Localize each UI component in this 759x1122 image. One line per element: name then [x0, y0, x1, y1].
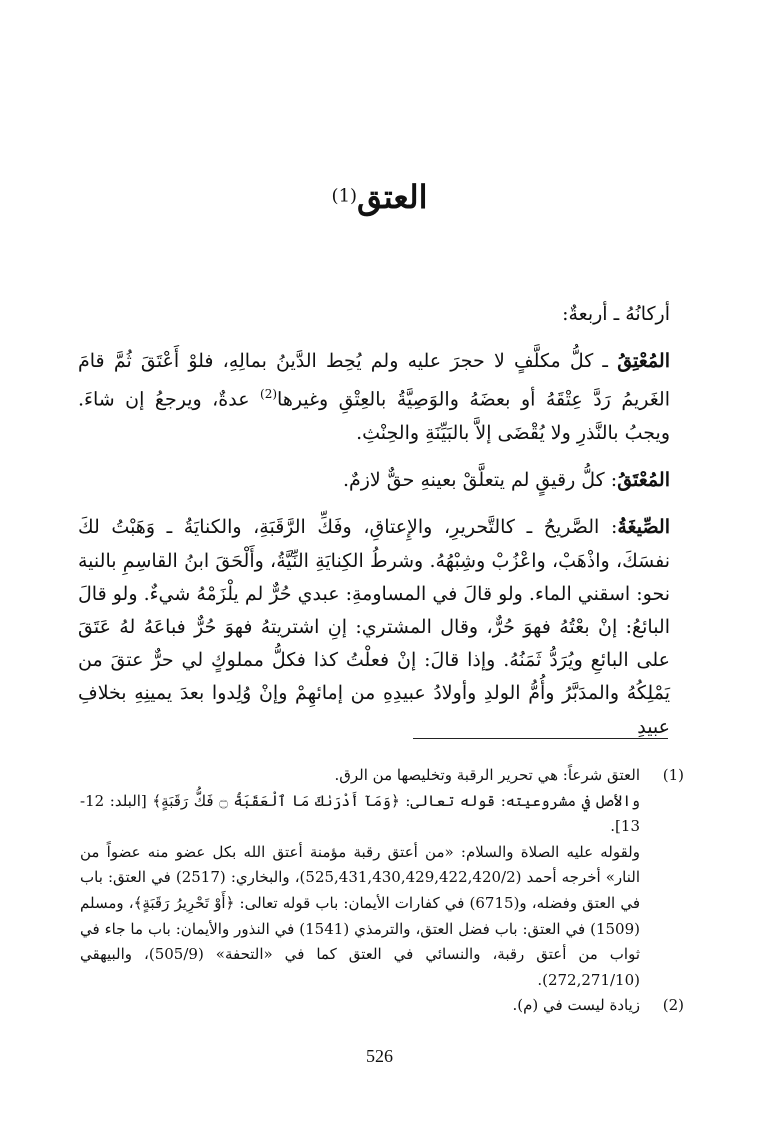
page-number: 526	[366, 1046, 393, 1066]
main-text	[78, 298, 670, 744]
footnote-line: العتق شرعاً: هي تحرير الرقبة وتخليصها من الرق.	[334, 766, 640, 784]
footnote-line: والأصل في مشروعيته: قوله تعالى: ﴿وَمَآ أَدْرَىٰكَ مَا ٱلْعَقَبَةُ ۝ فَكُّ رَقَبَةٍ﴾ [البلد: 12-13].	[80, 791, 640, 836]
footnote-line: ولقوله عليه الصلاة والسلام: «من أعتق رقبة مؤمنة أعتق الله بكل عضو منه عضواً من النار» أخرجه أحمد (525,431,430,429,422,420/2)، والبخاري: (2517) في العتق: باب في العتق وفضله، و(6715) في كفارات الأيمان: باب قوله تعالى: ﴿أَوْ تَحْرِيرُ رَقَبَةٍ﴾، ومسلم (1509) في العتق: باب فضل العتق، والترمذي (1541) في النذور والأيمان: باب ما جاء في ثواب من أعتق رقبة، والنسائي في العتق كما في «التحفة» (505/9)، والبيهقي (272,271/10).	[80, 842, 641, 989]
footnote-number: (1)	[662, 766, 684, 784]
chapter-heading	[0, 178, 759, 216]
muteq-term: المُعْتِقُ	[617, 350, 670, 373]
footnote-marker-2: (2)	[260, 387, 278, 402]
sigha-term: الصِّيغَةُ	[617, 516, 670, 539]
arkan-paragraph	[78, 298, 670, 331]
title-footnote-marker: (1)	[331, 185, 358, 207]
footnote-1	[80, 763, 684, 993]
sigha-paragraph	[78, 511, 670, 743]
mutaq-paragraph	[78, 464, 670, 497]
footnote-separator	[413, 738, 668, 739]
footnote-line: زيادة ليست في (م).	[512, 996, 640, 1015]
footnote-body	[80, 763, 640, 993]
arkan-text: أركانُهُ ـ أربعةٌ:	[562, 303, 670, 325]
footnote-body	[80, 993, 640, 1019]
footnote-number: (2)	[662, 996, 684, 1015]
mutaq-text: : كلُّ رقيقٍ لم يتعلَّقْ بعينهِ حقٌّ لازمٌ.	[342, 469, 618, 492]
sigha-text: : الصَّريحُ ـ كالتَّحريرِ، والإِعتاقِ، وفَكِّ الرَّقَبَةِ، والكنايَةُ ـ وَهَبْتُ لكَ نفسَكَ، واذْهَبْ، واعْزُبْ وشِبْهُهُ. وشرطُ الكِنايَةِ النِّيَّةُ، وأَلْحَقَ ابنُ القاسِمِ بالنية نحو: اسقني الماء. ولو قالَ في المساومةِ: عبدي حُرٌّ لم يلْزَمْهُ شيءٌ. ولو قالَ البائعُ: إنْ بعْتُهُ فهوَ حُرٌّ، وقال المشتري: إنِ اشتريتهُ فهوَ حُرٌّ فباعَهُ لهُ عَتَقَ على البائعِ ويُرَدُّ ثَمَنُهُ. وإذا قالَ: إنْ فعلْتُ كذا فكلُّ مملوكٍ لي حرٌّ عتقَ من يَمْلِكُهُ والمدَبَّرُ وأُمُّ الولدِ وأولادُ عبيدِهِ من إمائهِمْ وإنْ وُلِدوا بعدَ يمينِهِ بخلافِ عبيدِ	[78, 516, 670, 738]
muteq-paragraph	[78, 345, 670, 450]
footnote-2	[80, 993, 684, 1019]
chapter-title: العتق	[357, 178, 428, 216]
muteq-text-1: ـ كلُّ مكلَّفٍ لا حجرَ عليه ولم يُحِط الدَّينُ بمالِهِ، فلوْ أَعْتَقَ ثُمَّ قامَ الغَريمُ رَدَّ عِتْقَهُ أو بعضَهُ والوَصِيَّةُ بالعِتْقِ وغيرها	[78, 350, 670, 411]
footnotes	[80, 763, 684, 1019]
mutaq-term: المُعْتَقُ	[617, 469, 670, 492]
muteq-text-2: عدةٌ، ويرجعُ إن شاءَ. ويجبُ بالنَّذرِ ولا يُقْضَى إلاَّ بالبَيِّنَةِ والحِنْثِ.	[78, 388, 670, 444]
